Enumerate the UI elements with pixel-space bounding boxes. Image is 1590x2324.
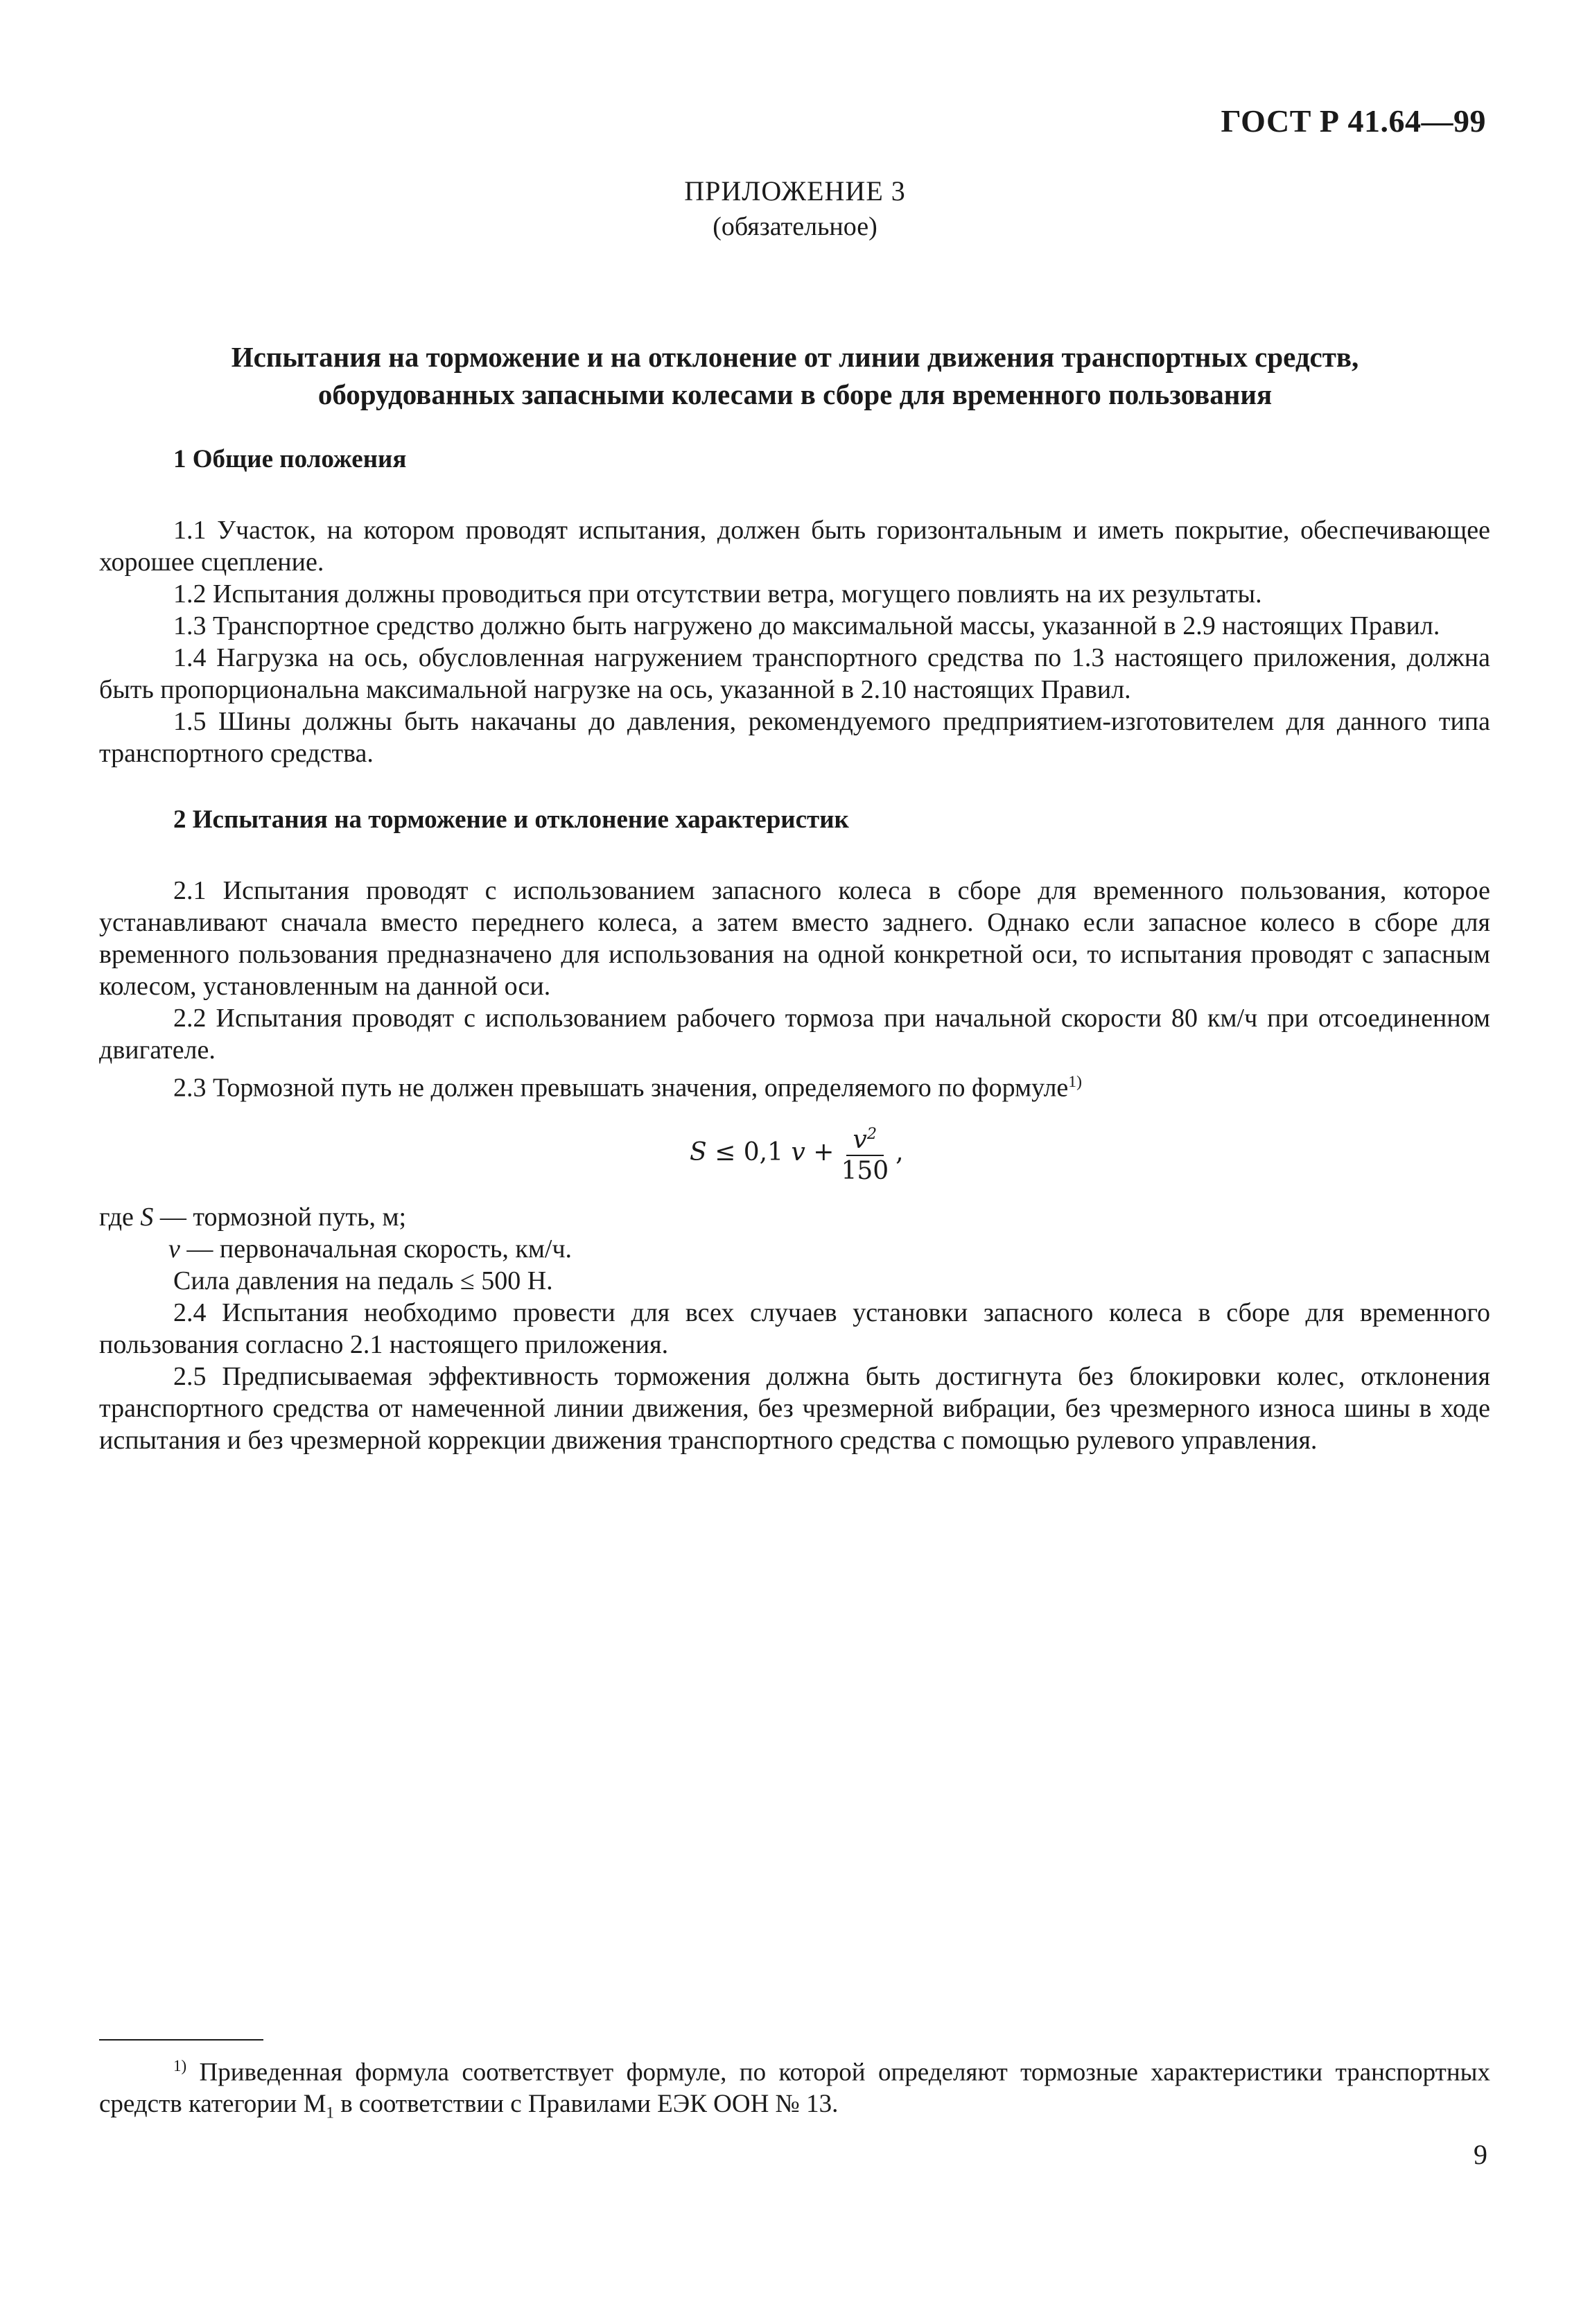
formula-fraction — [841, 1119, 889, 1187]
where-v-line — [99, 1233, 1490, 1265]
formula-lhs: S — [690, 1138, 707, 1167]
paragraph-1-4: 1.4 Нагрузка на ось, обусловленная нагружением транспортного средства по 1.3 настоящего приложения, должна быть пропорциональна максимальной нагрузке на ось, указанной в 2.10 настоящих Правил. — [99, 643, 1490, 704]
footnote-text-a: Приведенная формула соответствует формуле, по которой определяют тормозные характеристики транспортных средств категории M — [99, 2058, 1490, 2119]
where-s-text: — тормозной путь, м; — [153, 1202, 407, 1232]
formula-numerator — [846, 1119, 884, 1156]
footnote-divider — [99, 2039, 263, 2041]
document-title-line-1: Испытания на торможение и на отклонение от линии движения транспортных средств, — [231, 341, 1359, 373]
formula-relation: ≤ — [715, 1138, 736, 1167]
footnote — [99, 2050, 1490, 2129]
footnote-text — [99, 2050, 1490, 2129]
footnote-reference[interactable]: 1) — [1068, 1073, 1082, 1091]
document-title-line-2: оборудованных запасными колесами в сборе для временного пользования — [317, 378, 1273, 410]
annex-status: (обязательное) — [713, 212, 877, 241]
page-number: 9 — [1474, 2139, 1487, 2170]
where-prefix: где — [99, 1202, 141, 1232]
where-v-symbol: v — [168, 1234, 180, 1264]
formula-denominator: 150 — [841, 1156, 889, 1185]
paragraph-1-5: 1.5 Шины должны быть накачаны до давления, рекомендуемого предприятием-изготовителем для данного типа транспортного средства. — [99, 707, 1490, 768]
document-title — [0, 338, 1590, 413]
section-2-heading: 2 Испытания на торможение и отклонение характеристик — [173, 805, 849, 834]
formula-numerator-var: v — [853, 1125, 867, 1154]
paragraph-2-3 — [99, 1066, 1490, 1104]
where-s-line — [99, 1201, 1490, 1233]
paragraph-1-3: 1.3 Транспортное средство должно быть нагружено до максимальной массы, указанной в 2.9 настоящих Правил. — [173, 611, 1440, 640]
formula-coefficient: 0,1 — [743, 1138, 784, 1167]
paragraph-2-4: 2.4 Испытания необходимо провести для всех случаев установки запасного колеса в сборе для временного пользования согласно 2.1 настоящего приложения. — [99, 1298, 1490, 1359]
footnote-category-subscript: 1 — [326, 2104, 334, 2122]
formula-trailing-comma: , — [896, 1138, 904, 1167]
document-body — [99, 444, 1490, 1456]
pedal-force-line: Сила давления на педаль ≤ 500 Н. — [173, 1266, 553, 1295]
paragraph-2-1: 2.1 Испытания проводят с использованием запасного колеса в сборе для временного пользования, которое устанавливают сначала вместо переднего колеса, а затем вместо заднего. Однако если запасное колесо в сборе для временного пользования предназначено для использования на одной конкретной оси, то испытания проводят с запасным колесом, установленным на данной оси. — [99, 876, 1490, 1001]
braking-distance-formula — [99, 1110, 1490, 1191]
paragraph-1-2: 1.2 Испытания должны проводиться при отсутствии ветра, могущего повлиять на их результаты. — [173, 579, 1262, 609]
standard-code: ГОСТ Р 41.64—99 — [1221, 103, 1486, 139]
formula-numerator-exponent: 2 — [866, 1124, 877, 1143]
footnote-text-b: в соответствии с Правилами ЕЭК ООН № 13. — [333, 2090, 839, 2119]
annex-title: ПРИЛОЖЕНИЕ 3 — [684, 175, 906, 207]
paragraph-2-3-text: 2.3 Тормозной путь не должен превышать значения, определяемого по формуле — [173, 1073, 1069, 1103]
formula-variable: v — [791, 1138, 805, 1167]
paragraph-2-5: 2.5 Предписываемая эффективность торможения должна быть достигнута без блокировки колес, отклонения транспортного средства от намеченной линии движения, без чрезмерной вибрации, без чрезмерного износа шины в ходе испытания и без чрезмерной коррекции движения транспортного средства с помощью рулевого управления. — [99, 1361, 1490, 1455]
section-1-heading: 1 Общие положения — [173, 445, 407, 473]
paragraph-2-2: 2.2 Испытания проводят с использованием рабочего тормоза при начальной скорости 80 км/ч при отсоединенном двигателе. — [99, 1004, 1490, 1065]
footnote-mark: 1) — [173, 2057, 187, 2074]
formula-plus: + — [813, 1138, 835, 1167]
formula-expression — [690, 1119, 904, 1187]
paragraph-1-1: 1.1 Участок, на котором проводят испытания, должен быть горизонтальным и иметь покрытие, обеспечивающее хорошее сцепление. — [99, 516, 1490, 577]
where-s-symbol: S — [140, 1202, 154, 1232]
where-v-text: — первоначальная скорость, км/ч. — [180, 1234, 573, 1264]
